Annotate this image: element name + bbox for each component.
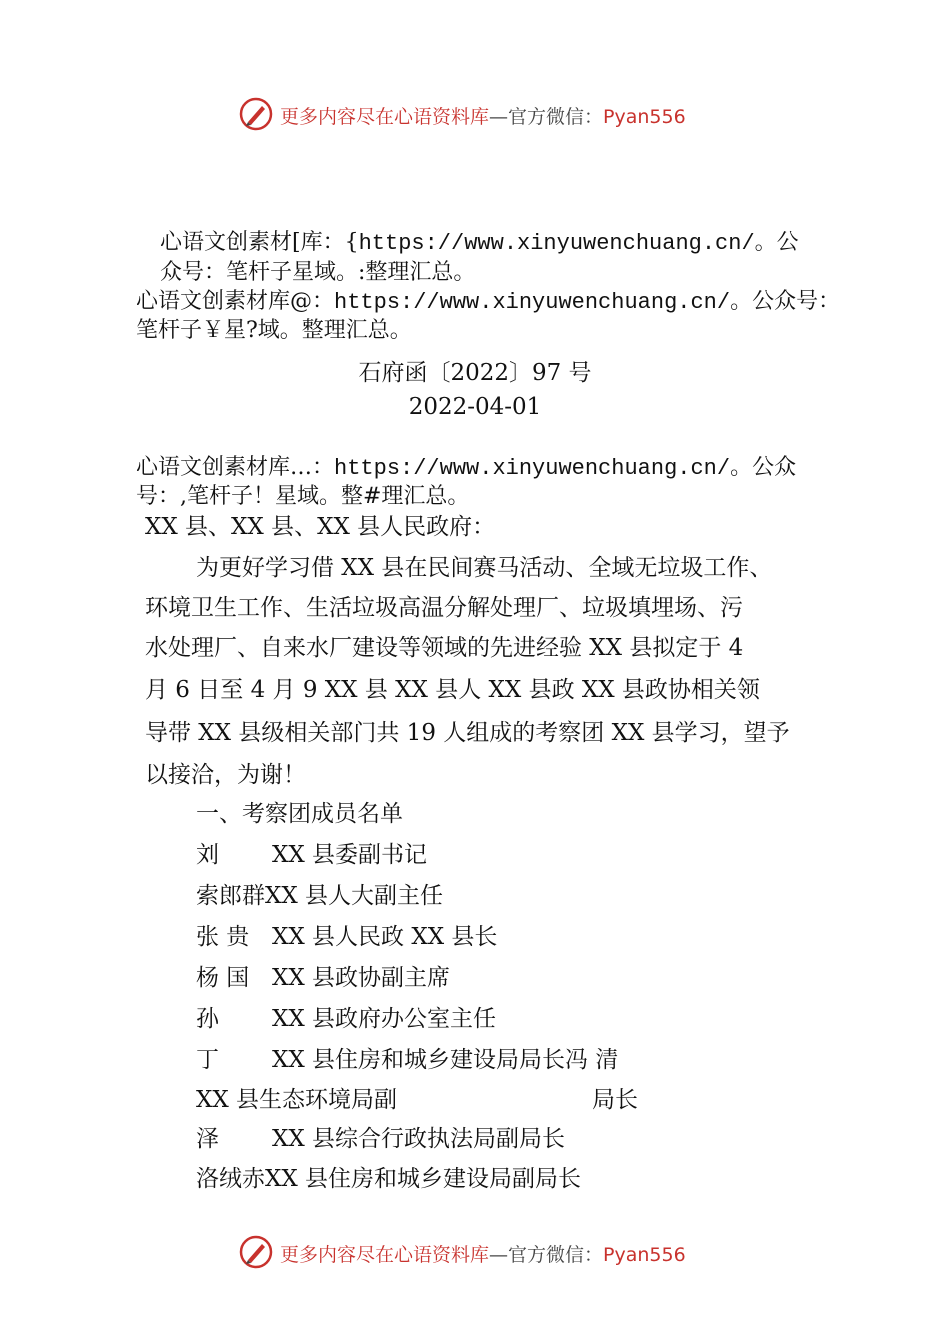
doc-date: 2022-04-01 bbox=[408, 394, 542, 420]
member-role: XX 县人民政 XX 县长 bbox=[272, 924, 498, 950]
banner-part1: 更多内容尽在心语资料库 bbox=[280, 106, 490, 128]
banner-part2: 官方微信： bbox=[508, 1244, 604, 1266]
member-name: 索郎群 bbox=[196, 883, 265, 909]
banner-part2: 官方微信： bbox=[508, 106, 604, 128]
member-role-extra: 局长 bbox=[592, 1087, 638, 1113]
body-line: 月 6 日至 4 月 9 XX 县 XX 县人 XX 县政 XX 县政协相关领 bbox=[145, 677, 760, 703]
member-row bbox=[196, 1004, 496, 1034]
member-role: XX 县住房和城乡建设局副局长 bbox=[265, 1166, 582, 1192]
member-row bbox=[196, 840, 427, 870]
doc-number: 石府函〔2022〕97 号 bbox=[358, 360, 592, 386]
source-url[interactable]: https://www.xinyuwenchuang.cn/ bbox=[334, 456, 731, 481]
pen-logo-icon bbox=[238, 96, 274, 132]
source-note-3: 心语文创素材库@：https://www.xinyuwenchuang.cn/。公众号： bbox=[136, 289, 841, 315]
source-note-6: 号：,笔杆子！星域。整#理汇总。 bbox=[136, 484, 470, 509]
member-role: XX 县综合行政执法局副局长 bbox=[272, 1126, 566, 1152]
member-name: 丁 bbox=[196, 1047, 219, 1073]
member-role: XX 县住房和城乡建设局局长冯 清 bbox=[272, 1047, 619, 1073]
member-name: 刘 bbox=[196, 842, 219, 868]
source-note-1: 心语文创素材[库：{https://www.xinyuwenchuang.cn/。公 bbox=[160, 230, 799, 256]
member-row bbox=[196, 1085, 397, 1115]
banner-dash: — bbox=[489, 1244, 509, 1266]
member-name: 泽 bbox=[196, 1126, 219, 1152]
member-name: 张 贵 bbox=[196, 924, 250, 950]
banner-text bbox=[280, 1240, 686, 1267]
body-line: 水处理厂、自来水厂建设等领域的先进经验 XX 县拟定于 4 bbox=[145, 635, 744, 661]
source-note-5: 心语文创素材库…：https://www.xinyuwenchuang.cn/。公众 bbox=[136, 455, 797, 481]
section-title: 一、考察团成员名单 bbox=[196, 801, 403, 827]
footer-banner bbox=[0, 1234, 950, 1274]
member-row bbox=[196, 963, 450, 993]
banner-wechat: Pyan556 bbox=[603, 1244, 686, 1266]
member-row bbox=[196, 1045, 618, 1075]
banner-part1: 更多内容尽在心语资料库 bbox=[280, 1244, 490, 1266]
banner-wechat: Pyan556 bbox=[603, 106, 686, 128]
member-role: XX 县政协副主席 bbox=[272, 965, 451, 991]
source-note-4: 笔杆子￥星?域。整理汇总。 bbox=[136, 318, 412, 343]
member-role: XX 县委副书记 bbox=[272, 842, 428, 868]
member-row bbox=[196, 922, 497, 952]
member-name: 孙 bbox=[196, 1006, 219, 1032]
addressee: XX 县、XX 县、XX 县人民政府： bbox=[145, 514, 496, 540]
banner-text bbox=[280, 102, 686, 129]
member-role: XX 县政府办公室主任 bbox=[272, 1006, 497, 1032]
header-banner bbox=[0, 96, 950, 136]
body-line: 导带 XX 县级相关部门共 19 人组成的考察团 XX 县学习，望予 bbox=[145, 720, 790, 746]
member-row bbox=[196, 1164, 581, 1194]
body-line: 为更好学习借 XX 县在民间赛马活动、全域无垃圾工作、 bbox=[196, 555, 773, 581]
banner-dash: — bbox=[489, 106, 509, 128]
body-line: 以接洽，为谢！ bbox=[145, 762, 306, 788]
member-row bbox=[196, 1124, 565, 1154]
member-role: XX 县生态环境局副 bbox=[196, 1087, 398, 1113]
source-url[interactable]: https://www.xinyuwenchuang.cn/ bbox=[358, 231, 755, 256]
member-row bbox=[196, 881, 443, 911]
member-name: 洛绒赤 bbox=[196, 1166, 265, 1192]
pen-logo-icon bbox=[238, 1234, 274, 1270]
body-line: 环境卫生工作、生活垃圾高温分解处理厂、垃圾填埋场、污 bbox=[145, 595, 743, 621]
member-name: 杨 国 bbox=[196, 965, 250, 991]
source-note-2: 众号：笔杆子星域。:整理汇总。 bbox=[160, 260, 476, 285]
member-role: XX 县人大副主任 bbox=[265, 883, 444, 909]
source-url[interactable]: https://www.xinyuwenchuang.cn/ bbox=[334, 290, 731, 315]
